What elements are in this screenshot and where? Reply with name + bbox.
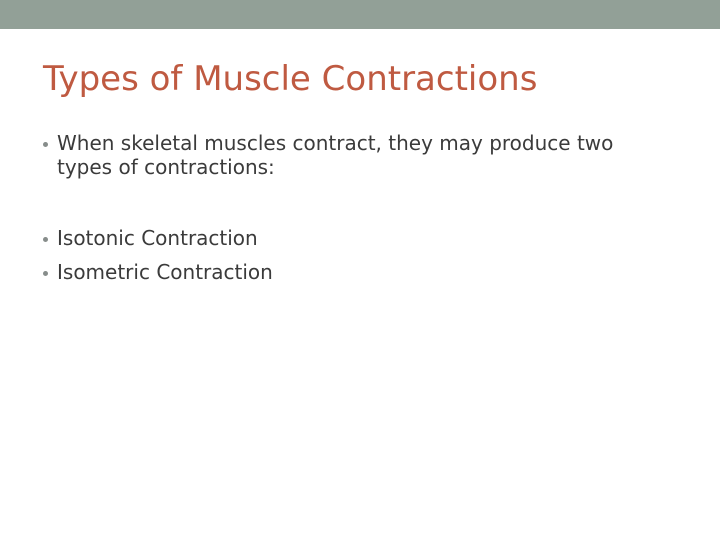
bullet-text-line: When skeletal muscles contract, they may produce two bbox=[57, 131, 614, 155]
bullet-text-line: types of contractions: bbox=[57, 155, 275, 179]
bullet-text bbox=[57, 131, 613, 179]
bullet-item bbox=[43, 226, 683, 250]
bullet-text bbox=[57, 226, 258, 250]
slide-body bbox=[43, 131, 683, 284]
bullet-text-line: Isometric Contraction bbox=[57, 260, 273, 284]
bullet-text bbox=[57, 260, 273, 284]
bullet-item bbox=[43, 260, 683, 284]
header-accent-bar bbox=[0, 0, 720, 29]
bullet-dot-icon bbox=[43, 271, 48, 276]
bullet-text-line: Isotonic Contraction bbox=[57, 226, 258, 250]
slide-title: Types of Muscle Contractions bbox=[43, 59, 538, 99]
bullet-dot-icon bbox=[43, 237, 48, 242]
bullet-item bbox=[43, 131, 683, 179]
bullet-dot-icon bbox=[43, 142, 48, 147]
